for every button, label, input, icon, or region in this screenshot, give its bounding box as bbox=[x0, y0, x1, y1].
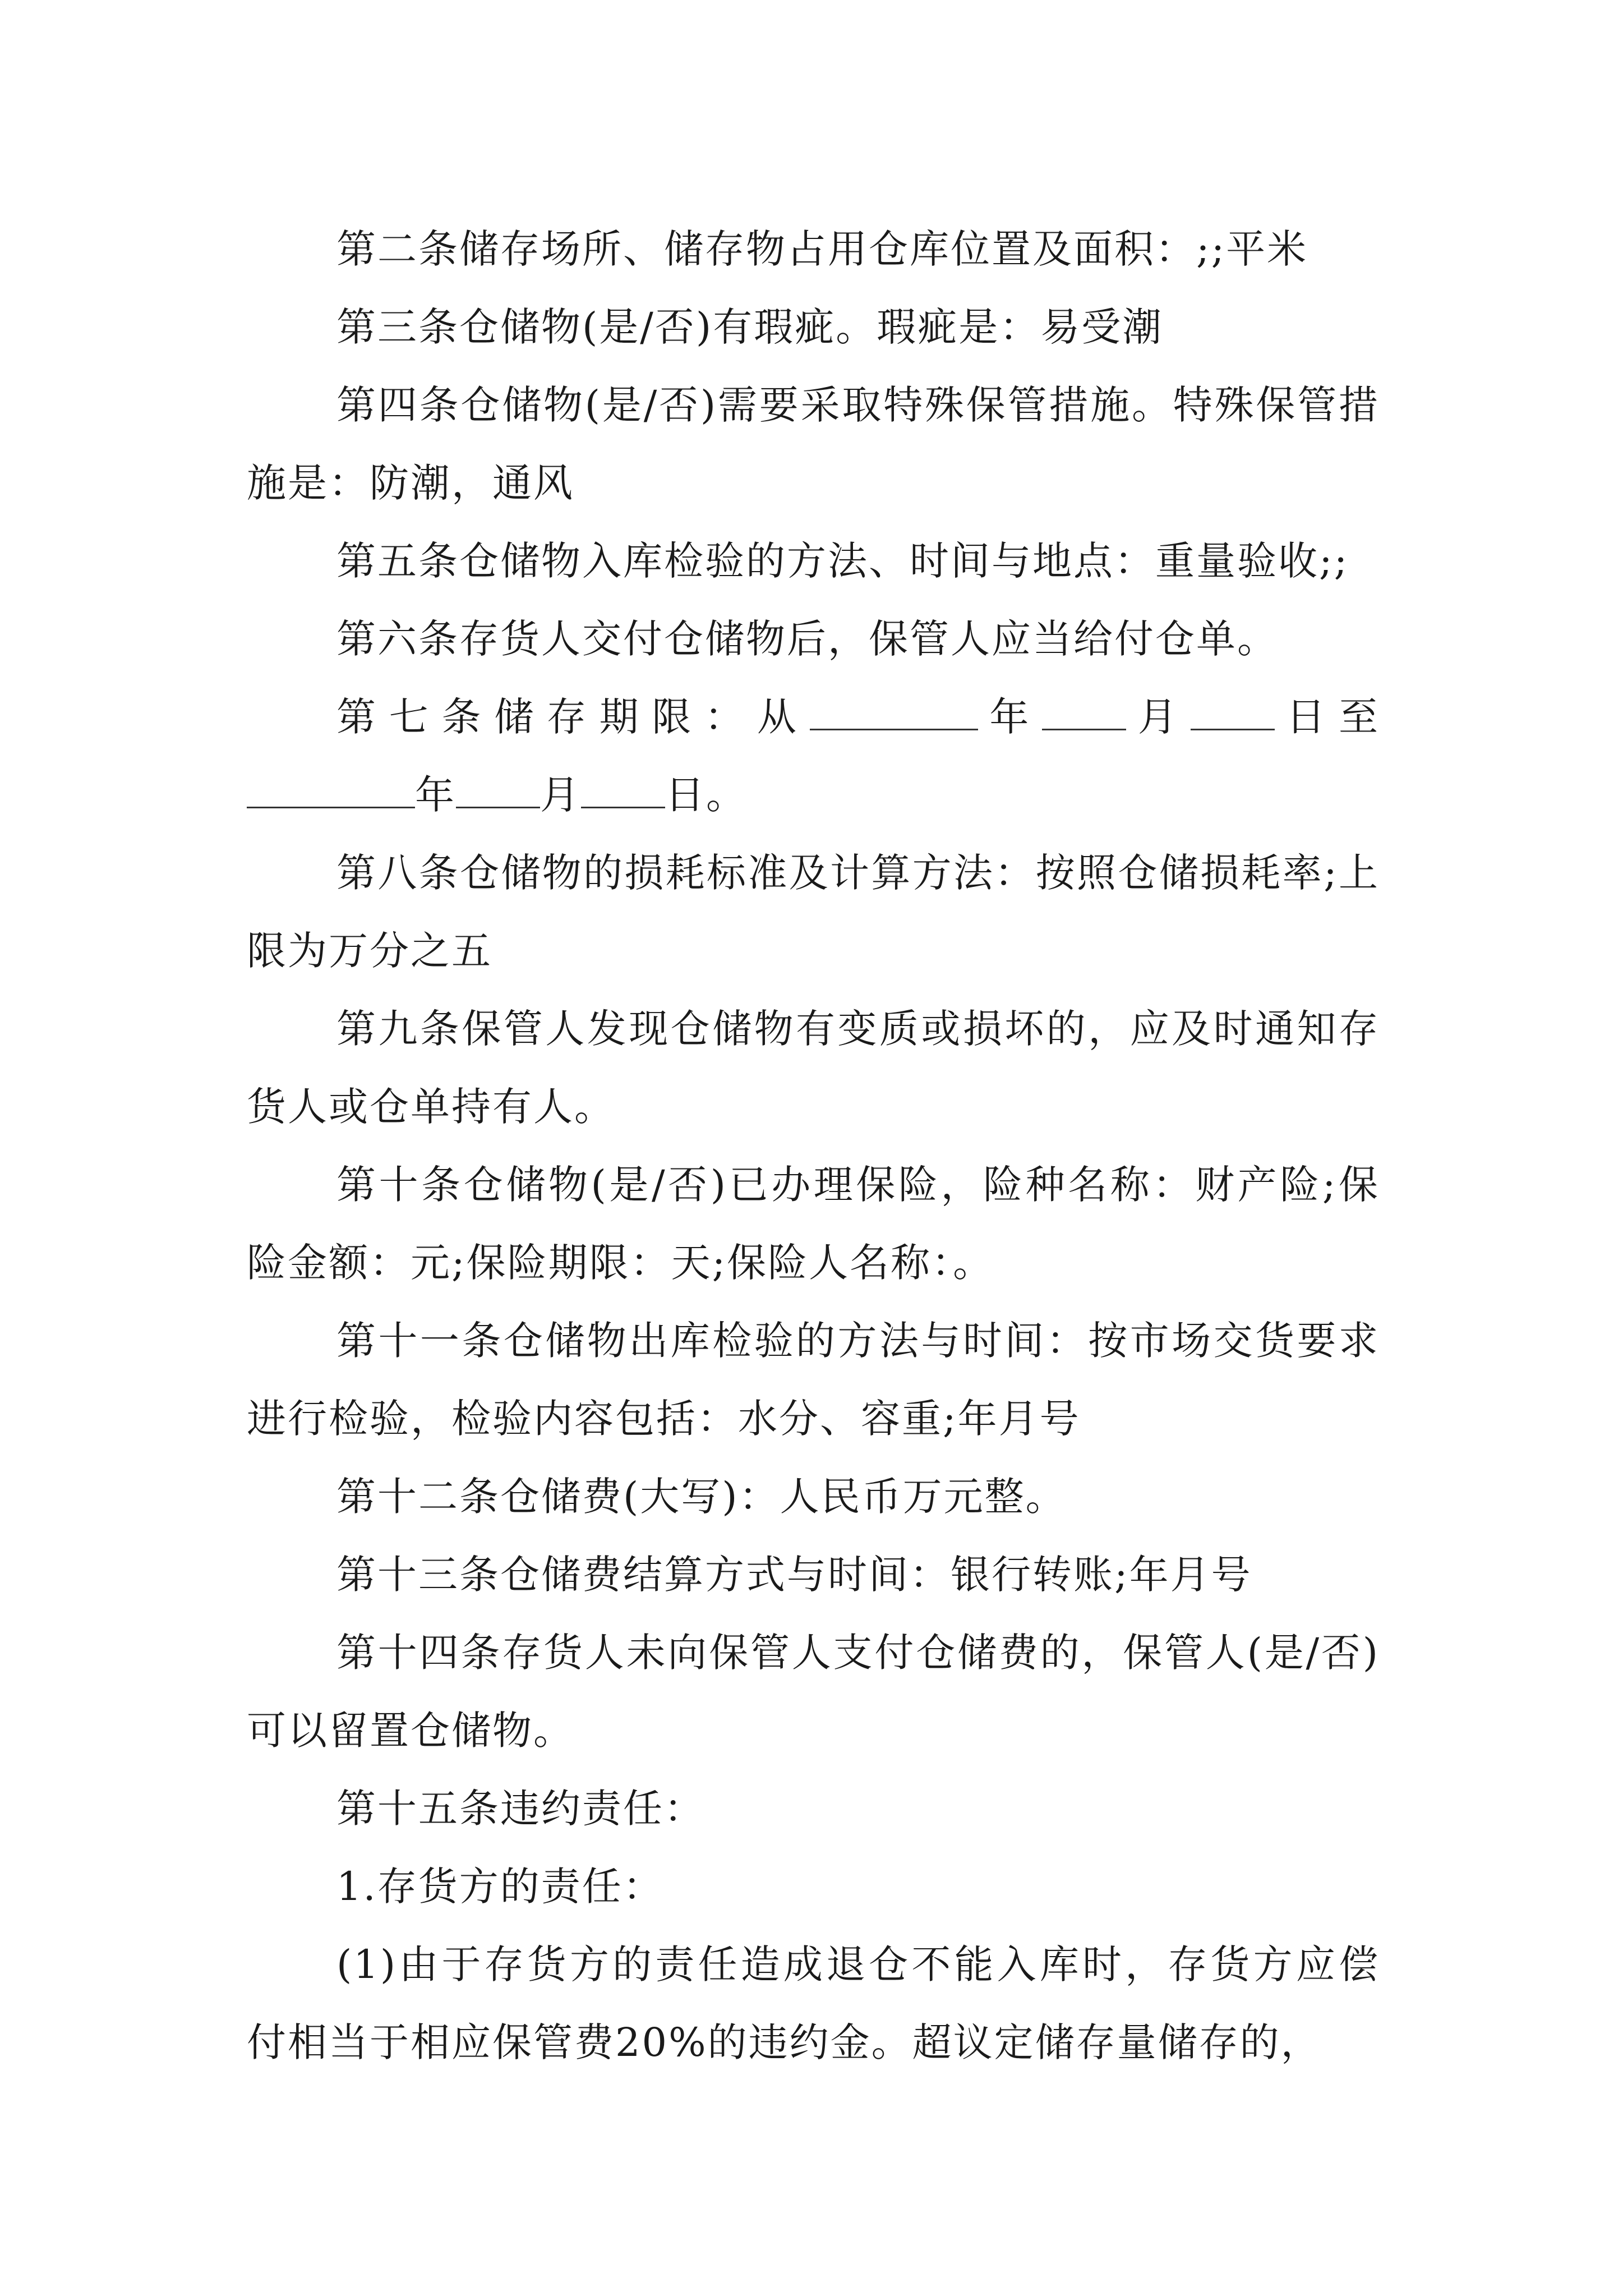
clause-8: 第八条仓储物的损耗标准及计算方法：按照仓储损耗率;上限为万分之五 bbox=[247, 850, 1380, 974]
clause-9: 第九条保管人发现仓储物有变质或损坏的，应及时通知存货人或仓单持有人。 bbox=[247, 1006, 1380, 1130]
clause-15-1: 1.存货方的责任： bbox=[336, 1864, 664, 1910]
clause-15: 第十五条违约责任： bbox=[336, 1786, 705, 1832]
clause-7-month2: 月 bbox=[540, 772, 581, 818]
clause-12: 第十二条仓储费(大写)：人民币万元整。 bbox=[336, 1474, 1067, 1520]
clause-5: 第五条仓储物入库检验的方法、时间与地点：重量验收;; bbox=[336, 538, 1349, 584]
blank-end-year bbox=[247, 775, 415, 808]
blank-start-month bbox=[1042, 697, 1126, 730]
clause-4: 第四条仓储物(是/否)需要采取特殊保管措施。特殊保管措施是：防潮，通风 bbox=[247, 382, 1380, 506]
clause-7-year: 年 bbox=[978, 694, 1043, 740]
contract-body bbox=[247, 210, 1380, 2082]
clause-7-day-to: 日至 bbox=[1274, 694, 1380, 740]
blank-end-month bbox=[456, 775, 540, 808]
clause-7-day-end: 日。 bbox=[665, 772, 747, 818]
clause-2: 第二条储存场所、储存物占用仓库位置及面积：;;平米 bbox=[336, 226, 1308, 272]
clause-11: 第十一条仓储物出库检验的方法与时间：按市场交货要求进行检验，检验内容包括：水分、容重;年月号 bbox=[247, 1318, 1380, 1442]
clause-13: 第十三条仓储费结算方式与时间：银行转账;年月号 bbox=[336, 1552, 1252, 1598]
clause-15-1-1: (1)由于存货方的责任造成退仓不能入库时，存货方应偿付相当于相应保管费20%的违约金。超议定储存量储存的， bbox=[247, 1941, 1380, 2065]
clause-7-prefix: 第七条储存期限：从 bbox=[336, 694, 810, 740]
clause-7-year2: 年 bbox=[415, 772, 456, 818]
clause-10: 第十条仓储物(是/否)已办理保险，险种名称：财产险;保险金额：元;保险期限：天;保险人名称：。 bbox=[247, 1162, 1380, 1286]
blank-start-year bbox=[810, 697, 978, 730]
clause-6: 第六条存货人交付仓储物后，保管人应当给付仓单。 bbox=[336, 616, 1278, 662]
clause-3: 第三条仓储物(是/否)有瑕疵。瑕疵是：易受潮 bbox=[336, 304, 1164, 350]
clause-7-month: 月 bbox=[1126, 694, 1191, 740]
blank-start-day bbox=[1191, 697, 1275, 730]
clause-7 bbox=[247, 678, 1380, 756]
blank-end-day bbox=[581, 775, 665, 808]
clause-14: 第十四条存货人未向保管人支付仓储费的，保管人(是/否)可以留置仓储物。 bbox=[247, 1630, 1380, 1754]
clause-7-continued bbox=[247, 756, 1380, 834]
